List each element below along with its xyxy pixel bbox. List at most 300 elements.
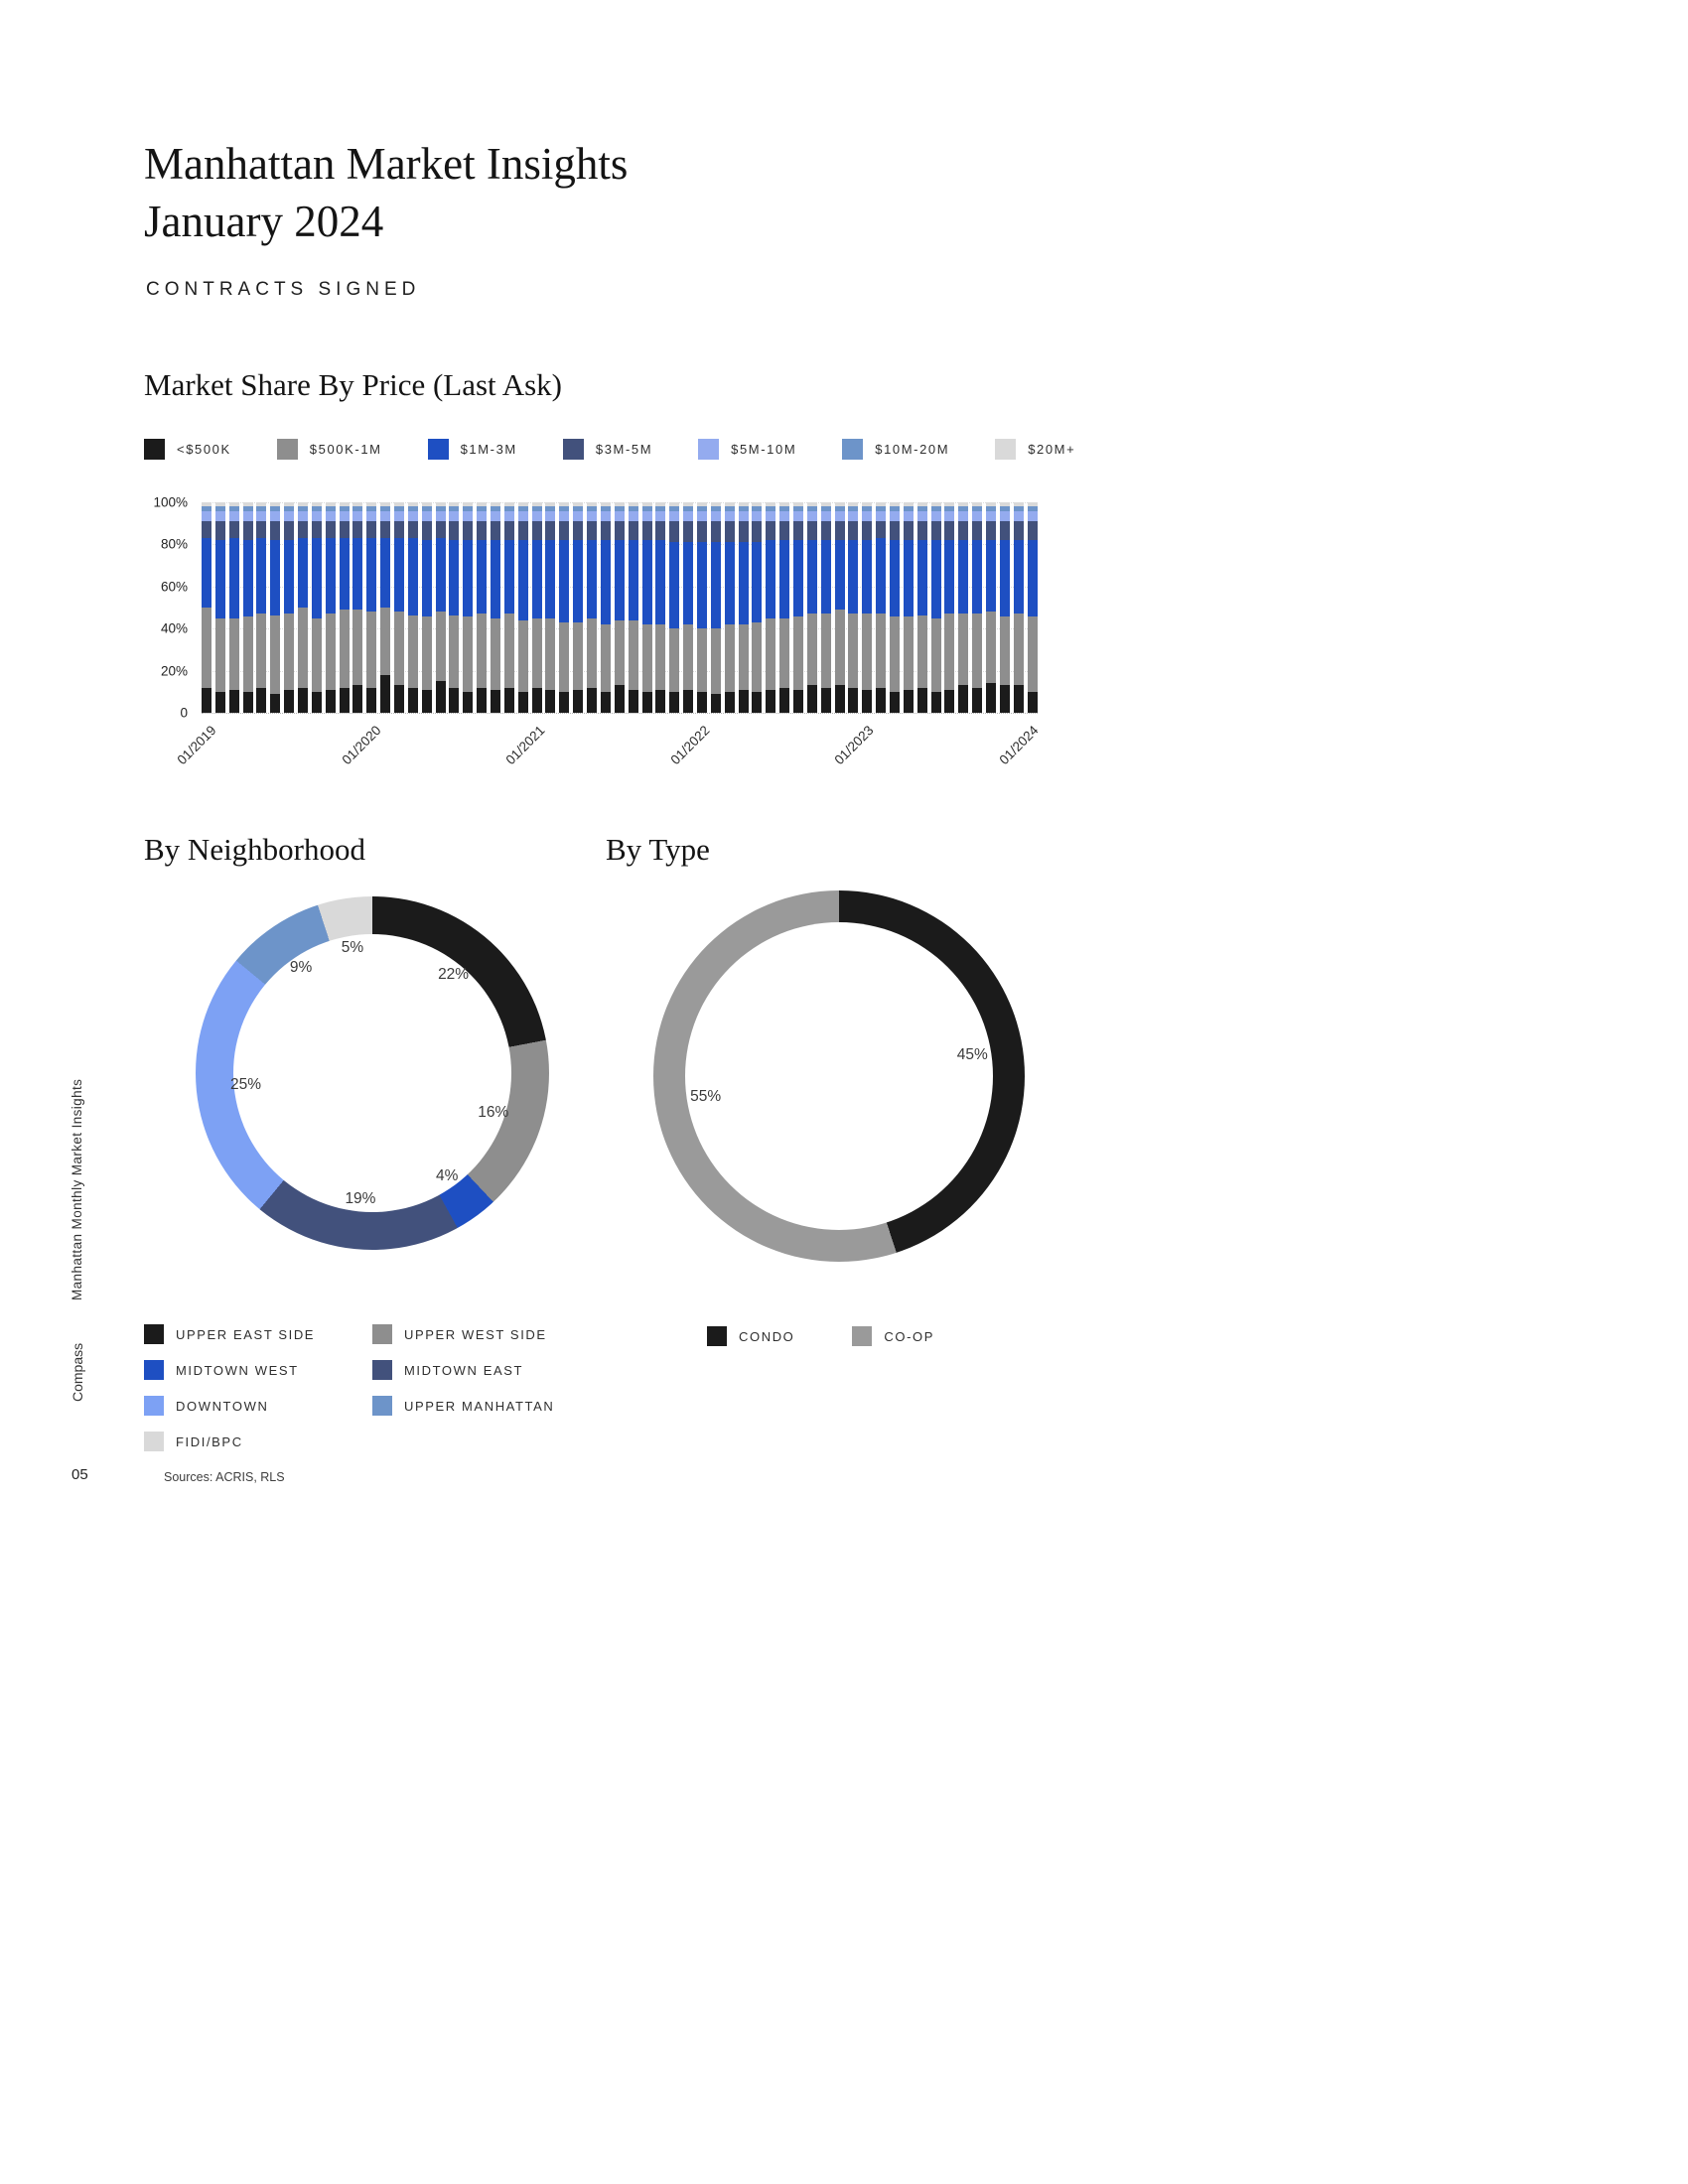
bar-segment bbox=[615, 511, 625, 522]
bar-segment bbox=[779, 688, 789, 713]
bar-segment bbox=[862, 521, 872, 540]
bar-segment bbox=[491, 511, 500, 522]
bar-segment bbox=[394, 511, 404, 522]
bar-segment bbox=[766, 690, 775, 713]
bar-segment bbox=[394, 538, 404, 612]
bar-segment bbox=[422, 511, 432, 522]
bar-segment bbox=[380, 675, 390, 713]
price-chart-legend bbox=[144, 439, 1075, 460]
price-bar bbox=[1014, 502, 1024, 713]
bar-segment bbox=[958, 540, 968, 614]
bar-segment bbox=[243, 540, 253, 615]
bar-segment bbox=[504, 614, 514, 687]
bar-segment bbox=[890, 616, 900, 692]
bar-segment bbox=[972, 540, 982, 614]
bar-segment bbox=[298, 608, 308, 688]
legend-label: DOWNTOWN bbox=[176, 1398, 269, 1414]
bar-segment bbox=[491, 618, 500, 690]
bar-segment bbox=[587, 618, 597, 688]
legend-label: $20M+ bbox=[1028, 442, 1076, 457]
bar-segment bbox=[835, 610, 845, 685]
bar-segment bbox=[697, 542, 707, 628]
bar-segment bbox=[532, 688, 542, 713]
price-bar bbox=[340, 502, 350, 713]
legend-swatch bbox=[144, 1432, 164, 1451]
bar-segment bbox=[312, 521, 322, 538]
legend-swatch bbox=[144, 1324, 164, 1344]
bar-segment bbox=[573, 622, 583, 690]
bar-segment bbox=[601, 511, 611, 522]
bar-segment bbox=[408, 511, 418, 522]
page-title bbox=[144, 135, 628, 250]
legend-swatch bbox=[372, 1360, 392, 1380]
bar-segment bbox=[807, 540, 817, 614]
bar-segment bbox=[463, 521, 473, 540]
neighborhood-legend-item bbox=[144, 1360, 372, 1380]
price-bar bbox=[215, 502, 225, 713]
bar-segment bbox=[711, 521, 721, 542]
bar-segment bbox=[366, 688, 376, 713]
bar-segment bbox=[270, 511, 280, 522]
bar-segment bbox=[862, 540, 872, 614]
bar-segment bbox=[573, 690, 583, 713]
price-bar bbox=[615, 502, 625, 713]
legend-label: MIDTOWN EAST bbox=[404, 1362, 524, 1378]
price-legend-item bbox=[995, 439, 1075, 460]
bar-segment bbox=[917, 615, 927, 687]
price-bar bbox=[697, 502, 707, 713]
bar-segment bbox=[270, 521, 280, 540]
legend-swatch bbox=[277, 439, 298, 460]
type-donut-chart bbox=[653, 890, 1025, 1262]
legend-label: UPPER EAST SIDE bbox=[176, 1326, 316, 1342]
bar-segment bbox=[986, 521, 996, 540]
bar-segment bbox=[904, 690, 914, 713]
bar-segment bbox=[629, 690, 638, 713]
bar-segment bbox=[766, 521, 775, 540]
bar-segment bbox=[779, 540, 789, 617]
x-axis-label: 01/2021 bbox=[502, 723, 548, 768]
bar-segment bbox=[697, 628, 707, 692]
bar-segment bbox=[477, 521, 487, 540]
bar-segment bbox=[1000, 521, 1010, 540]
bar-segment bbox=[655, 521, 665, 540]
price-bar bbox=[504, 502, 514, 713]
bar-segment bbox=[725, 521, 735, 542]
bar-segment bbox=[779, 618, 789, 688]
bar-segment bbox=[629, 540, 638, 620]
bar-segment bbox=[408, 538, 418, 615]
price-bar bbox=[655, 502, 665, 713]
price-bar bbox=[683, 502, 693, 713]
bar-segment bbox=[739, 521, 749, 542]
bar-segment bbox=[270, 694, 280, 713]
price-bar bbox=[1000, 502, 1010, 713]
price-bar bbox=[739, 502, 749, 713]
price-bar bbox=[573, 502, 583, 713]
bar-segment bbox=[1014, 511, 1024, 522]
bar-segment bbox=[986, 540, 996, 612]
bar-segment bbox=[669, 521, 679, 542]
bar-segment bbox=[642, 521, 652, 540]
bar-segment bbox=[284, 614, 294, 689]
bar-segment bbox=[215, 692, 225, 713]
bar-segment bbox=[449, 615, 459, 687]
bar-segment bbox=[256, 614, 266, 687]
bar-segment bbox=[601, 624, 611, 692]
y-axis bbox=[144, 494, 188, 721]
donut-segment-label: 22% bbox=[438, 966, 470, 984]
neighborhood-legend-item bbox=[144, 1432, 372, 1451]
bar-segment bbox=[284, 540, 294, 614]
bar-segment bbox=[202, 688, 211, 713]
bar-segment bbox=[848, 614, 858, 687]
page-title-line2: January 2024 bbox=[144, 197, 384, 246]
bar-segment bbox=[326, 614, 336, 689]
bar-segment bbox=[243, 511, 253, 522]
price-bar bbox=[518, 502, 528, 713]
bar-segment bbox=[504, 521, 514, 540]
price-bar bbox=[408, 502, 418, 713]
price-bar bbox=[477, 502, 487, 713]
bar-segment bbox=[477, 688, 487, 713]
bar-segment bbox=[545, 521, 555, 540]
price-bar bbox=[270, 502, 280, 713]
donut-hole bbox=[685, 922, 993, 1230]
price-bar bbox=[449, 502, 459, 713]
bar-segment bbox=[793, 690, 803, 713]
bar-segment bbox=[944, 540, 954, 614]
price-bar bbox=[669, 502, 679, 713]
bar-segment bbox=[449, 521, 459, 540]
bar-segment bbox=[862, 690, 872, 713]
bar-segment bbox=[559, 622, 569, 692]
bar-segment bbox=[972, 521, 982, 540]
sidebar-vertical-text: Manhattan Monthly Market Insights bbox=[70, 1078, 84, 1300]
legend-swatch bbox=[144, 1360, 164, 1380]
bar-segment bbox=[284, 690, 294, 713]
bar-segment bbox=[615, 540, 625, 620]
bar-segment bbox=[215, 521, 225, 540]
legend-label: CONDO bbox=[739, 1328, 795, 1344]
bar-segment bbox=[725, 692, 735, 713]
bar-segment bbox=[491, 540, 500, 617]
bar-segment bbox=[1000, 616, 1010, 686]
bar-segment bbox=[972, 614, 982, 687]
bar-segment bbox=[739, 542, 749, 624]
bar-segment bbox=[793, 616, 803, 690]
bar-segment bbox=[1014, 685, 1024, 713]
legend-label: $500K-1M bbox=[309, 442, 382, 457]
price-bar bbox=[559, 502, 569, 713]
bar-segment bbox=[848, 521, 858, 540]
price-bar bbox=[904, 502, 914, 713]
bar-segment bbox=[807, 685, 817, 713]
bar-segment bbox=[298, 688, 308, 713]
donut-segment-label: 25% bbox=[230, 1076, 262, 1094]
bar-segment bbox=[752, 521, 762, 542]
price-bar bbox=[821, 502, 831, 713]
bar-segment bbox=[1028, 511, 1038, 522]
bar-segment bbox=[518, 511, 528, 522]
y-axis-label: 0 bbox=[180, 705, 188, 721]
bar-segment bbox=[958, 614, 968, 685]
neighborhood-chart-title: By Neighborhood bbox=[144, 832, 366, 867]
bar-segment bbox=[766, 511, 775, 522]
bar-segment bbox=[422, 521, 432, 540]
bar-segment bbox=[876, 511, 886, 522]
neighborhood-legend-item bbox=[372, 1396, 554, 1416]
bar-segment bbox=[436, 612, 446, 681]
bar-segment bbox=[326, 511, 336, 522]
bar-segment bbox=[739, 511, 749, 522]
bar-segment bbox=[1000, 540, 1010, 615]
legend-swatch bbox=[563, 439, 584, 460]
legend-swatch bbox=[372, 1396, 392, 1416]
price-bar bbox=[601, 502, 611, 713]
neighborhood-legend-item bbox=[372, 1324, 554, 1344]
x-axis bbox=[174, 721, 1042, 790]
report-subtitle: CONTRACTS SIGNED bbox=[146, 279, 421, 300]
bar-segment bbox=[587, 521, 597, 540]
bar-segment bbox=[229, 538, 239, 618]
bar-segment bbox=[739, 624, 749, 690]
bar-segment bbox=[422, 690, 432, 713]
bar-segment bbox=[931, 511, 941, 522]
bar-segment bbox=[1014, 540, 1024, 614]
bar-segment bbox=[1014, 614, 1024, 685]
bar-segment bbox=[573, 511, 583, 522]
bar-segment bbox=[725, 511, 735, 522]
bar-segment bbox=[394, 521, 404, 538]
price-bar bbox=[629, 502, 638, 713]
bar-segment bbox=[422, 616, 432, 690]
price-bar bbox=[202, 502, 211, 713]
type-legend bbox=[707, 1326, 934, 1346]
bar-segment bbox=[504, 511, 514, 522]
bar-segment bbox=[739, 690, 749, 713]
bar-segment bbox=[931, 540, 941, 617]
legend-swatch bbox=[428, 439, 449, 460]
bar-segment bbox=[270, 615, 280, 693]
neighborhood-legend-item bbox=[372, 1360, 554, 1380]
price-legend-item bbox=[144, 439, 231, 460]
bar-segment bbox=[1000, 685, 1010, 713]
bar-segment bbox=[284, 511, 294, 522]
x-axis-label: 01/2019 bbox=[174, 723, 219, 768]
bar-segment bbox=[807, 521, 817, 540]
price-bar bbox=[545, 502, 555, 713]
bar-segment bbox=[958, 511, 968, 522]
bar-segment bbox=[394, 685, 404, 713]
bar-segment bbox=[697, 511, 707, 522]
price-bar bbox=[352, 502, 362, 713]
bar-segment bbox=[491, 690, 500, 713]
legend-label: FIDI/BPC bbox=[176, 1433, 243, 1449]
bar-segment bbox=[532, 511, 542, 522]
bar-segment bbox=[340, 610, 350, 687]
bar-segment bbox=[752, 692, 762, 713]
bar-segment bbox=[752, 622, 762, 692]
legend-swatch bbox=[144, 1396, 164, 1416]
price-bar bbox=[835, 502, 845, 713]
bar-segment bbox=[862, 511, 872, 522]
bar-segment bbox=[711, 694, 721, 713]
price-legend-item bbox=[428, 439, 517, 460]
bar-segment bbox=[711, 542, 721, 628]
price-bar bbox=[256, 502, 266, 713]
legend-label: UPPER MANHATTAN bbox=[404, 1398, 555, 1414]
bar-segment bbox=[340, 511, 350, 522]
bar-segment bbox=[904, 521, 914, 540]
bar-segment bbox=[352, 521, 362, 538]
price-bar bbox=[958, 502, 968, 713]
bar-segment bbox=[1028, 540, 1038, 615]
y-axis-label: 100% bbox=[153, 494, 188, 510]
donut-segment-label: 4% bbox=[436, 1166, 459, 1184]
bar-segment bbox=[958, 521, 968, 540]
bar-segment bbox=[573, 521, 583, 540]
bar-segment bbox=[352, 685, 362, 713]
bar-segment bbox=[256, 688, 266, 713]
price-bar bbox=[972, 502, 982, 713]
bar-segment bbox=[408, 615, 418, 687]
legend-swatch bbox=[842, 439, 863, 460]
bar-segment bbox=[821, 511, 831, 522]
bar-segment bbox=[243, 692, 253, 713]
price-bar bbox=[243, 502, 253, 713]
sources-note: Sources: ACRIS, RLS bbox=[164, 1470, 285, 1484]
bar-segment bbox=[256, 538, 266, 614]
bar-segment bbox=[298, 538, 308, 608]
legend-label: $10M-20M bbox=[875, 442, 950, 457]
bar-segment bbox=[835, 540, 845, 610]
bar-segment bbox=[807, 511, 817, 522]
bar-segment bbox=[477, 511, 487, 522]
bar-segment bbox=[573, 540, 583, 622]
bar-segment bbox=[504, 688, 514, 713]
bar-segment bbox=[1000, 511, 1010, 522]
legend-label: <$500K bbox=[177, 442, 231, 457]
type-chart-title: By Type bbox=[606, 832, 710, 867]
bar-segment bbox=[848, 511, 858, 522]
bar-segment bbox=[463, 692, 473, 713]
bar-segment bbox=[986, 612, 996, 683]
bar-segment bbox=[655, 540, 665, 624]
bar-segment bbox=[779, 521, 789, 540]
bar-segment bbox=[917, 540, 927, 615]
bar-segment bbox=[587, 688, 597, 713]
y-axis-label: 40% bbox=[160, 620, 188, 636]
bar-segment bbox=[821, 614, 831, 687]
bar-segment bbox=[532, 540, 542, 617]
bar-segment bbox=[725, 624, 735, 692]
bar-segment bbox=[545, 540, 555, 617]
bar-segment bbox=[559, 511, 569, 522]
bar-segment bbox=[779, 511, 789, 522]
bar-segment bbox=[545, 511, 555, 522]
donut-segment-label: 9% bbox=[289, 959, 313, 977]
bar-segment bbox=[683, 624, 693, 690]
bar-segment bbox=[491, 521, 500, 540]
bar-segment bbox=[1014, 521, 1024, 540]
bar-segment bbox=[917, 511, 927, 522]
bar-segment bbox=[202, 521, 211, 538]
bar-segment bbox=[477, 614, 487, 687]
donut-segment-label: 45% bbox=[956, 1045, 988, 1063]
price-bar bbox=[326, 502, 336, 713]
price-bar bbox=[848, 502, 858, 713]
bar-segment bbox=[229, 618, 239, 690]
price-legend-item bbox=[698, 439, 796, 460]
bar-segment bbox=[669, 628, 679, 692]
bar-segment bbox=[821, 540, 831, 614]
neighborhood-legend bbox=[144, 1324, 554, 1451]
bar-segment bbox=[202, 538, 211, 608]
legend-label: CO-OP bbox=[884, 1328, 935, 1344]
legend-label: $3M-5M bbox=[595, 442, 653, 457]
bar-segment bbox=[340, 521, 350, 538]
bar-segment bbox=[352, 610, 362, 685]
plot-area bbox=[202, 502, 1038, 713]
bar-segment bbox=[366, 511, 376, 522]
price-bar bbox=[380, 502, 390, 713]
bar-segment bbox=[504, 540, 514, 614]
bar-segment bbox=[256, 511, 266, 522]
bar-segment bbox=[835, 521, 845, 540]
bar-segment bbox=[904, 616, 914, 690]
bar-segment bbox=[326, 521, 336, 538]
legend-swatch bbox=[698, 439, 719, 460]
price-bar bbox=[986, 502, 996, 713]
bar-segment bbox=[766, 618, 775, 690]
bar-segment bbox=[793, 521, 803, 540]
bar-segment bbox=[215, 511, 225, 522]
bar-segment bbox=[559, 692, 569, 713]
bar-segment bbox=[518, 692, 528, 713]
bar-segment bbox=[629, 620, 638, 690]
x-axis-label: 01/2022 bbox=[667, 723, 713, 768]
price-bar bbox=[711, 502, 721, 713]
bar-segment bbox=[1028, 692, 1038, 713]
price-bar bbox=[463, 502, 473, 713]
neighborhood-donut-chart bbox=[196, 896, 549, 1250]
bar-segment bbox=[848, 688, 858, 713]
price-bar bbox=[752, 502, 762, 713]
page-title-line1: Manhattan Market Insights bbox=[144, 139, 629, 189]
bar-segment bbox=[312, 538, 322, 618]
legend-swatch bbox=[372, 1324, 392, 1344]
bar-segment bbox=[931, 692, 941, 713]
bar-segment bbox=[380, 521, 390, 538]
price-chart-title: Market Share By Price (Last Ask) bbox=[144, 367, 562, 402]
bar-segment bbox=[366, 521, 376, 538]
bar-segment bbox=[215, 618, 225, 692]
bar-segment bbox=[642, 511, 652, 522]
bar-segment bbox=[697, 521, 707, 542]
bar-segment bbox=[642, 624, 652, 692]
bar-segment bbox=[655, 624, 665, 690]
bar-segment bbox=[793, 511, 803, 522]
legend-label: $1M-3M bbox=[460, 442, 517, 457]
bar-segment bbox=[876, 521, 886, 538]
bar-segment bbox=[725, 542, 735, 624]
bar-segment bbox=[284, 521, 294, 540]
bar-segment bbox=[312, 692, 322, 713]
price-bar bbox=[1028, 502, 1038, 713]
bar-segment bbox=[917, 521, 927, 540]
bar-segment bbox=[380, 511, 390, 522]
